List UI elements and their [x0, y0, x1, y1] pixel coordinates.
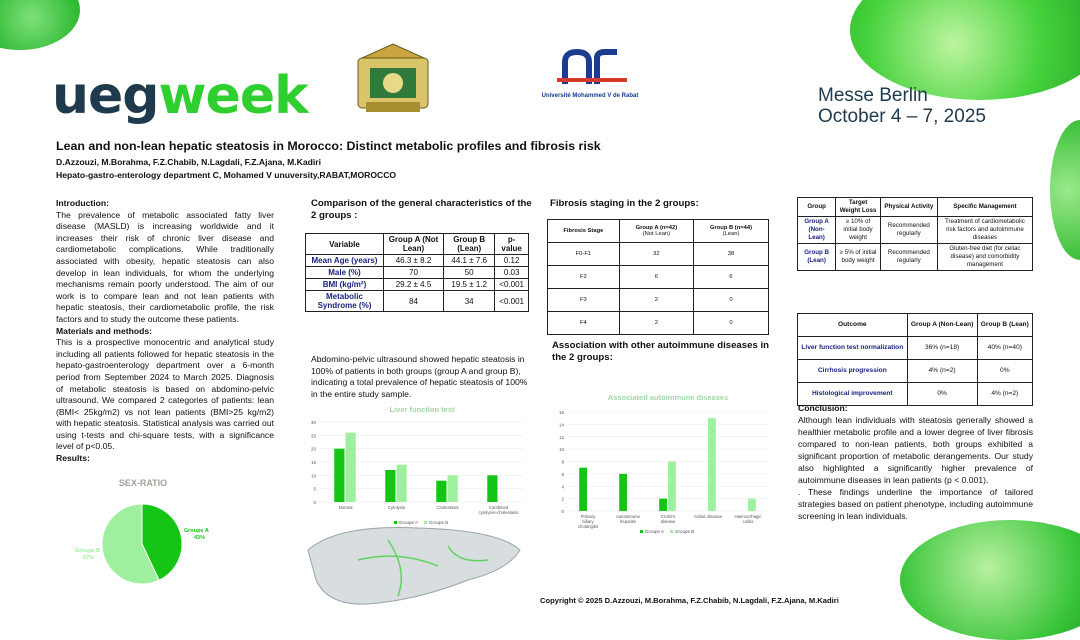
- slice-label: Groupe A: [184, 527, 209, 534]
- department: Hepato-gastro-enterology department C, Mohamed V unuversity,RABAT,MOROCCO: [56, 170, 397, 180]
- bar: [748, 499, 756, 511]
- legend-label: Groupe B: [675, 529, 695, 534]
- chart-title: SEX-RATIO: [118, 478, 168, 488]
- row-label: Liver function test normalization: [798, 337, 908, 360]
- y-tick-label: 6: [561, 471, 564, 477]
- row-label: Histological improvement: [798, 383, 908, 406]
- chart-title: Associated autoimmune diseases: [607, 393, 729, 402]
- bar: [436, 481, 446, 502]
- table-cell: Treatment of cardiometabolic risk factors and autoimmune diseases: [937, 217, 1032, 244]
- y-tick-label: 20: [310, 446, 316, 452]
- table-cell: 84: [383, 291, 443, 312]
- liver-illustration: [298, 520, 528, 608]
- methods-heading: Materials and methods:: [56, 325, 152, 336]
- legend-label: Groupe B: [429, 520, 449, 525]
- table-cell: 19.5 ± 1.2: [444, 279, 495, 291]
- row-label: F2: [548, 266, 620, 289]
- y-tick-label: 0: [561, 509, 564, 514]
- bar: [448, 475, 458, 502]
- column-header: Specific Management: [937, 198, 1032, 217]
- table-cell: Recommended regularly: [880, 244, 937, 271]
- x-tick-label: cholangitis: [577, 524, 599, 529]
- x-tick-label: Combined: [488, 505, 509, 510]
- outcome-table: [797, 313, 1033, 406]
- x-tick-label: Cholestasis: [436, 505, 459, 510]
- column-header: Outcome: [798, 314, 908, 337]
- comparison-table: [305, 233, 529, 312]
- row-label: F3: [548, 289, 620, 312]
- column-header: Group B (Lean): [977, 314, 1032, 337]
- bar: [487, 475, 497, 502]
- column-header: Group B (Lean): [444, 234, 495, 255]
- bar: [385, 470, 395, 502]
- table-row: [548, 289, 769, 312]
- x-tick-label: colitis: [742, 519, 754, 524]
- poster-title: Lean and non-lean hepatic steatosis in Morocco: Distinct metabolic profiles and fibrosis risk: [56, 139, 601, 153]
- row-label: Male (%): [306, 267, 384, 279]
- decor-top-left: [0, 0, 80, 50]
- conclusion-text-2: . These findings underline the importance of tailored strategies based on patient phenotype, including autoimmune screening in lean individuals.: [798, 487, 1033, 521]
- table-cell: 0%: [907, 383, 977, 406]
- table-cell: 46.3 ± 8.2: [383, 255, 443, 267]
- legend-label: Groupe A: [645, 529, 665, 534]
- table-cell: 44.1 ± 7.6: [444, 255, 495, 267]
- column-header: Variable: [306, 234, 384, 255]
- decor-bottom-right: [900, 520, 1080, 640]
- table-cell: ≥ 10% of initial body weight: [836, 217, 881, 244]
- university-2-logo: [535, 48, 645, 108]
- y-tick-label: 2: [561, 496, 564, 502]
- table-cell: 2: [619, 312, 693, 335]
- x-tick-label: Crohn's: [660, 514, 676, 519]
- row-label: F4: [548, 312, 620, 335]
- table-cell: <0.001: [495, 279, 529, 291]
- authors: D.Azzouzi, M.Borahma, F.Z.Chabib, N.Lagdali, F.Z.Ajana, M.Kadiri: [56, 157, 321, 167]
- y-tick-label: 30: [310, 420, 316, 425]
- intro-section: [56, 198, 274, 465]
- column-header: p-value: [495, 234, 529, 255]
- ueg-week-logo: uegweek: [52, 66, 308, 126]
- autoimmune-chart: [548, 390, 778, 540]
- row-label: Group A (Non-Lean): [798, 217, 836, 244]
- table-cell: 2: [619, 289, 693, 312]
- column-header: Physical Activity: [880, 198, 937, 217]
- y-tick-label: 10: [310, 473, 316, 479]
- row-label: Metabolic Syndrome (%): [306, 291, 384, 312]
- table-row: [306, 291, 529, 312]
- fibrosis-heading: Fibrosis staging in the 2 groups:: [550, 198, 699, 209]
- decor-right-edge: [1050, 120, 1080, 260]
- university-2-name: Université Mohammed V de Rabat: [541, 93, 639, 99]
- table-cell: ≥ 5% of initial body weight: [836, 244, 881, 271]
- table-row: [548, 312, 769, 335]
- table-cell: 40% (n=40): [977, 337, 1032, 360]
- table-row: [798, 217, 1033, 244]
- y-tick-label: 0: [313, 500, 316, 505]
- table-row: [306, 279, 529, 291]
- table-cell: <0.001: [495, 291, 529, 312]
- table-cell: 0: [694, 289, 769, 312]
- table-header-row: [306, 234, 529, 255]
- x-tick-label: Celiac disease: [694, 514, 722, 519]
- row-label: F0-F1: [548, 243, 620, 266]
- column-header: Group: [798, 198, 836, 217]
- university-1-logo: [352, 40, 434, 118]
- legend-label: Groupe A: [399, 520, 419, 525]
- bar: [397, 465, 407, 502]
- x-tick-label: Autoimmune: [615, 514, 641, 519]
- x-tick-label: biliary: [582, 519, 594, 524]
- sex-ratio-chart: [60, 472, 260, 592]
- y-tick-label: 5: [313, 486, 316, 492]
- column-header: Group A (Non-Lean): [907, 314, 977, 337]
- table-row: [548, 243, 769, 266]
- autoimmune-heading: Association with other autoimmune diseases in the 2 groups:: [552, 340, 769, 364]
- table-cell: Gluten-free diet (for celiac disease) and comorbidity management: [937, 244, 1032, 271]
- column-subheader: (Lean): [722, 231, 740, 237]
- ultrasound-text: Abdomino-pelvic ultrasound showed hepatic steatosis in 100% of patients in both groups (group A and group B), indicating a total prevalence of hepatic steatosis of 100% in the entire study sample.: [311, 354, 528, 399]
- slice-label: Groupe B: [74, 548, 100, 555]
- column-header: Group B (n=44) (Lean): [694, 220, 769, 243]
- table-row: [798, 337, 1033, 360]
- x-tick-label: Primary: [580, 514, 596, 519]
- y-tick-label: 15: [310, 460, 316, 465]
- x-tick-label: disease: [660, 519, 676, 524]
- y-tick-label: 4: [561, 484, 564, 490]
- methods-text: This is a prospective monocentric and analytical study including all patients followed for hepatic steatosis in the hepato-gastroenterology department over a 6-month period from September 2024 to March 2025. Diagnosis of metabolic steatosis is based on abdomino-pelvic ultrasound. We compared 2 categories of patients: lean (BMI< 25kg/m2) vs not lean patients (BMI>25 kg/m2) with hepatic steatosis. Statistical analysis was carried out using t-tests and chi-square tests, with a significance level of p<0.05.: [56, 337, 274, 452]
- table-row: [306, 255, 529, 267]
- table-cell: Recommended regularly: [880, 217, 937, 244]
- y-tick-label: 16: [558, 410, 564, 415]
- table-cell: 38: [694, 243, 769, 266]
- results-heading: Results:: [56, 453, 90, 464]
- legend-swatch: [670, 530, 673, 533]
- table-cell: 32: [619, 243, 693, 266]
- column-subheader: (Not Lean): [642, 231, 671, 237]
- table-row: [798, 244, 1033, 271]
- copyright: Copyright © 2025 D.Azzouzi, M.Borahma, F.Z.Chabib, N.Lagdali, F.Z.Ajana, M.Kadiri: [540, 596, 839, 605]
- conclusion-section: [798, 402, 1033, 522]
- venue-location: Messe Berlin: [818, 85, 928, 106]
- intro-text: The prevalence of metabolic associated fatty liver disease (MASLD) is increasing worldwide and it increases their risk of chronic liver disease and cardiometabolic complications. While traditionally associated with obesity, hepatic steatosis can also develop in lean individuals, for whom the underlying mechanisms remain poorly understood. The aim of our work is to compare lean and not lean patients with hepatic steatosis, their cardiometabolic profile, the risk factors and to study the outcome these patients.: [56, 209, 274, 324]
- bar: [334, 449, 344, 502]
- table-header-row: [798, 314, 1033, 337]
- bar: [346, 433, 356, 502]
- table-cell: 6: [619, 266, 693, 289]
- table-cell: 4% (n=2): [977, 383, 1032, 406]
- bar: [668, 462, 676, 512]
- liver-function-chart: [300, 402, 532, 532]
- conclusion-text-1: Although lean individuals with steatosis generally showed a healthier metabolic profile and a lower degree of liver fibrosis compared to non-lean patients, both groups exhibited a significant proportion of metabolic derangements. Our study also highlighted a significantly higher prevalence of autoimmune diseases in lean patients (p < 0.001).: [798, 415, 1033, 485]
- y-tick-label: 10: [558, 447, 564, 453]
- y-tick-label: 25: [310, 433, 316, 439]
- y-tick-label: 12: [558, 434, 564, 440]
- y-tick-label: 8: [561, 459, 564, 465]
- table-cell: 36% (n=18): [907, 337, 977, 360]
- table-cell: 0%: [977, 360, 1032, 383]
- management-table: [797, 197, 1033, 271]
- table-header-row: [548, 220, 769, 243]
- column-header: Group A (Not Lean): [383, 234, 443, 255]
- bar: [579, 468, 587, 511]
- bar: [708, 418, 716, 511]
- table-cell: 0.03: [495, 267, 529, 279]
- fibrosis-table: [547, 219, 769, 335]
- x-tick-label: Normal: [338, 505, 353, 510]
- chart-title: Liver function test: [389, 405, 455, 414]
- column-header: Fibrosis Stage: [548, 220, 620, 243]
- bar: [659, 499, 667, 511]
- table-cell: 0: [694, 312, 769, 335]
- comparison-heading: Comparison of the general characteristics of the 2 groups :: [311, 198, 532, 222]
- x-tick-label: Haemorrhagic: [734, 514, 762, 519]
- table-row: [306, 267, 529, 279]
- legend-swatch: [640, 530, 643, 533]
- conclusion-heading: Conclusion:: [798, 403, 848, 413]
- slice-value-label: 43%: [194, 534, 206, 541]
- row-label: Group B (Lean): [798, 244, 836, 271]
- bar: [619, 474, 627, 511]
- x-tick-label: Cytolysis: [387, 505, 406, 510]
- venue: [818, 85, 986, 127]
- venue-dates: October 4 – 7, 2025: [818, 106, 986, 127]
- table-cell: 29.2 ± 4.5: [383, 279, 443, 291]
- table-cell: 50: [444, 267, 495, 279]
- table-cell: 70: [383, 267, 443, 279]
- table-row: [798, 360, 1033, 383]
- column-header: Target Weight Loss: [836, 198, 881, 217]
- row-label: BMI (kg/m²): [306, 279, 384, 291]
- table-cell: 0.12: [495, 255, 529, 267]
- table-cell: 4% (n=2): [907, 360, 977, 383]
- table-header-row: [798, 198, 1033, 217]
- row-label: Cirrhosis progression: [798, 360, 908, 383]
- table-cell: 34: [444, 291, 495, 312]
- row-label: Mean Age (years): [306, 255, 384, 267]
- table-row: [548, 266, 769, 289]
- slice-value-label: 57%: [82, 555, 94, 562]
- table-cell: 6: [694, 266, 769, 289]
- x-tick-label: cytolysis+cholestasis: [478, 510, 519, 515]
- y-tick-label: 14: [558, 422, 564, 428]
- intro-heading: Introduction:: [56, 198, 109, 208]
- x-tick-label: hepatitis: [619, 519, 637, 524]
- column-header: Group A (n=42) (Not Lean): [619, 220, 693, 243]
